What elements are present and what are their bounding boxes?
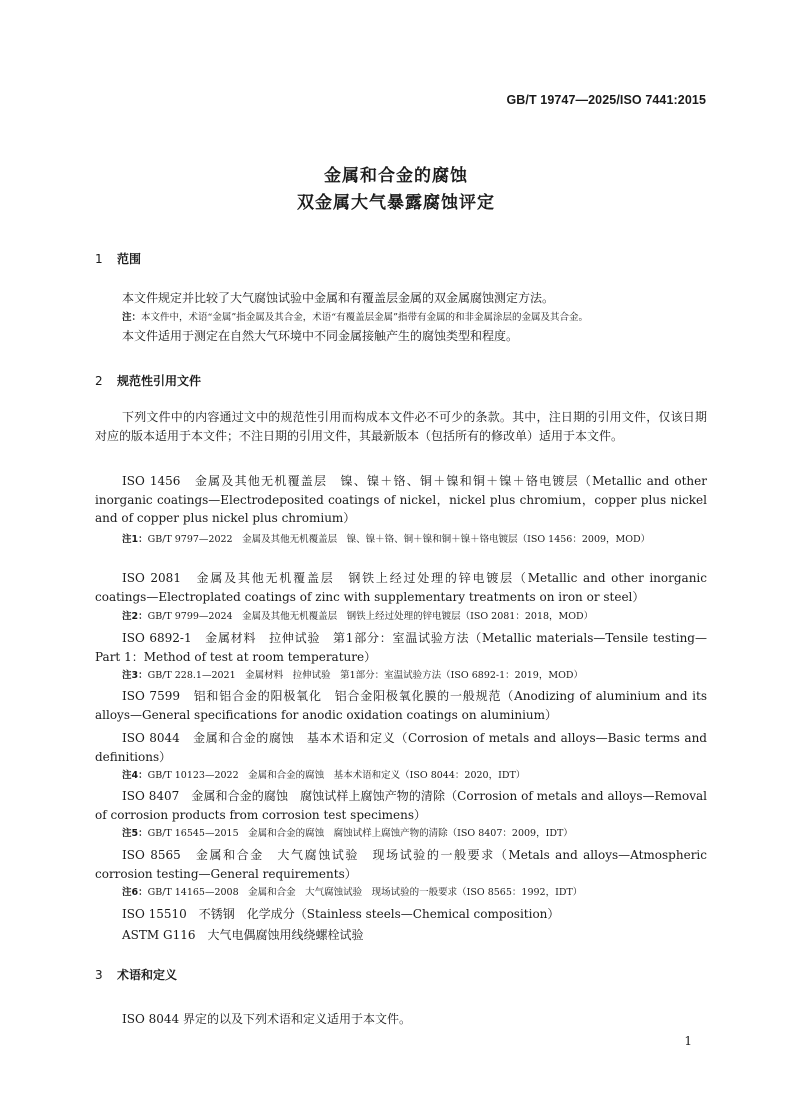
note-text: GB/T 228.1—2021 金属材料 拉伸试验 第1部分：室温试验方法（ISO 6892-1：2019，MOD） [147,670,583,681]
document-header-code: GB/T 19747—2025/ISO 7441:2015 [506,93,706,107]
reference-iso-1456: ISO 1456 金属及其他无机覆盖层 镍、镍＋铬、铜＋镍和铜＋镍＋铬电镀层（Metallic and other inorganic coatings—Electrodeposited coatings of nickel，nickel plus chromium，copper plus nickel and of copper plus nickel plus chromium） [95,474,707,526]
section-title: 规范性引用文件 [117,374,202,388]
note-label: 注3： [122,670,148,681]
reference-iso-15510: ISO 15510 不锈钢 化学成分（Stainless steels—Chemical composition） [122,907,560,921]
section-title: 术语和定义 [117,968,178,982]
note-text: GB/T 14165—2008 金属和合金 大气腐蚀试验 现场试验的一般要求（ISO 8565：1992，IDT） [147,887,583,898]
reference-iso-7599: ISO 7599 铝和铝合金的阳极氧化 铝合金阳极氧化膜的一般规范（Anodizing of aluminium and its alloys—General specifications for anodic oxidation coatings on aluminium） [95,689,707,722]
reference-iso-6892-1: ISO 6892-1 金属材料 拉伸试验 第1部分：室温试验方法（Metallic materials—Tensile testing—Part 1：Method of test at room temperature） [95,631,707,664]
note-label: 注1： [122,534,148,545]
reference-iso-8044: ISO 8044 金属和合金的腐蚀 基本术语和定义（Corrosion of metals and alloys—Basic terms and definitions） [95,731,707,764]
note-3 [122,669,708,684]
section-3-heading [95,966,177,983]
note-label: 注6： [122,887,148,898]
section-1-paragraph-2: 本文件适用于测定在自然大气环境中不同金属接触产生的腐蚀类型和程度。 [122,329,519,343]
note-6 [122,886,708,901]
note-5 [122,827,708,842]
note-label: 注： [122,312,142,323]
page-number: 1 [684,1034,692,1048]
note-text: GB/T 10123—2022 金属和合金的腐蚀 基本术语和定义（ISO 8044：2020，IDT） [147,770,526,781]
note-2 [122,610,708,625]
reference-iso-8565: ISO 8565 金属和合金 大气腐蚀试验 现场试验的一般要求（Metals and alloys—Atmospheric corrosion testing—General requirements） [95,848,707,881]
document-title-line-2: 双金属大气暴露腐蚀评定 [297,193,495,213]
note-text: GB/T 16545—2015 金属和合金的腐蚀 腐蚀试样上腐蚀产物的清除（ISO 8407：2009，IDT） [147,828,573,839]
document-title-line-1: 金属和合金的腐蚀 [324,166,468,186]
section-3-paragraph-1: ISO 8044 界定的以及下列术语和定义适用于本文件。 [122,1012,411,1026]
section-title: 范围 [117,252,142,266]
note-4 [122,769,708,784]
section-number: 1 [95,252,103,266]
section-1-paragraph-1: 本文件规定并比较了大气腐蚀试验中金属和有覆盖层金属的双金属腐蚀测定方法。 [122,291,555,305]
section-1-heading [95,250,141,267]
reference-astm-g116: ASTM G116 大气电偶腐蚀用线绕螺栓试验 [122,928,364,942]
section-number: 3 [95,968,103,982]
note-text: GB/T 9799—2024 金属及其他无机覆盖层 钢铁上经过处理的锌电镀层（ISO 2081：2018，MOD） [147,611,594,622]
section-number: 2 [95,374,103,388]
section-2-heading [95,372,201,389]
note-text: 本文件中，术语“金属”指金属及其合金，术语“有覆盖层金属”指带有金属的和非金属涂层的金属及其合金。 [141,312,588,323]
note-label: 注2： [122,611,148,622]
section-1-note [122,311,708,326]
reference-iso-8407: ISO 8407 金属和合金的腐蚀 腐蚀试样上腐蚀产物的清除（Corrosion of metals and alloys—Removal of corrosion products from corrosion test specimens） [95,789,707,822]
reference-iso-2081: ISO 2081 金属及其他无机覆盖层 钢铁上经过处理的锌电镀层（Metallic and other inorganic coatings—Electroplated coatings of zinc with supplementary treatments on iron or steel） [95,571,707,604]
note-1 [122,533,708,548]
note-label: 注5： [122,828,148,839]
section-2-intro: 下列文件中的内容通过文中的规范性引用而构成本文件必不可少的条款。其中，注日期的引用文件，仅该日期对应的版本适用于本文件；不注日期的引用文件，其最新版本（包括所有的修改单）适用于本文件。 [95,410,707,443]
note-label: 注4： [122,770,148,781]
note-text: GB/T 9797—2022 金属及其他无机覆盖层 镍、镍＋铬、铜＋镍和铜＋镍＋铬电镀层（ISO 1456：2009，MOD） [147,534,651,545]
